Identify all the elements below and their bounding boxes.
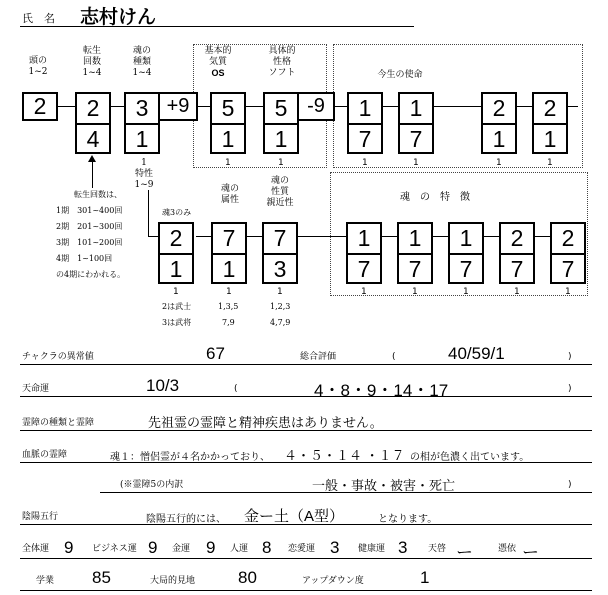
basic-top: 5 — [221, 95, 235, 121]
mission-box-1: 1 7 — [347, 92, 383, 154]
basic-label: 基本的 気質 OS — [204, 46, 232, 78]
reincarnation-arrow — [92, 160, 93, 188]
overall-label: 総合評価 — [300, 352, 337, 362]
mission-label: 今生の使命 — [377, 70, 423, 80]
fortune-label: 健康運 — [358, 544, 386, 554]
row-underline — [20, 524, 592, 525]
fortune-label: 恋愛運 — [288, 544, 316, 554]
chakra-label: チャクラの異常値 — [22, 352, 94, 362]
fortune-value: 3 — [398, 538, 408, 557]
name-label: 氏 名 — [22, 12, 55, 25]
fortune-value: 9 — [148, 538, 158, 557]
inyo-value: 金ー土（A型） — [244, 508, 345, 525]
study-label: 学業 — [36, 576, 55, 586]
attribute-box: 7 1 — [211, 222, 247, 284]
tenmei-numbers: 4・8・9・14・17 — [314, 381, 449, 400]
below-value: 1 — [413, 158, 419, 168]
attr-values-2: 7,9 — [222, 318, 235, 327]
blood-text-c: の相が色濃く出ています。 — [410, 452, 530, 463]
below-value: 1 — [496, 158, 502, 168]
row-underline — [20, 396, 592, 397]
below-value: 1 — [225, 158, 231, 168]
fortune-label: 金運 — [172, 544, 191, 554]
basic-box — [210, 92, 246, 154]
updown-value: 1 — [420, 568, 430, 587]
plus-box: +9 — [158, 92, 198, 121]
feature-box-5: 2 7 — [550, 222, 586, 284]
fortune-label: 天啓 — [428, 544, 447, 554]
below-value: 1 — [362, 158, 368, 168]
name-underline — [20, 26, 414, 27]
warrior-note: 2は武士 — [162, 302, 192, 311]
below-value: 1 — [514, 287, 520, 297]
affinity-box: 7 3 — [262, 222, 298, 284]
row-underline — [20, 590, 592, 591]
below-value: 1 — [463, 287, 469, 297]
reishou-value: 先祖霊の霊障と精神疾患はありません。 — [148, 415, 383, 430]
row-underline — [20, 430, 592, 431]
fortune-value: 3 — [330, 538, 340, 557]
row-underline — [100, 492, 592, 493]
arrow-head — [88, 155, 96, 162]
below-value: 1 — [226, 287, 232, 297]
blood-text-b: ４・５・１４ ・１７ — [284, 448, 405, 463]
overall-open: ( — [392, 352, 396, 362]
soul-type-box — [124, 92, 160, 154]
perspective-value: 80 — [238, 568, 257, 587]
concrete-label: 具体的 性格 ソフト — [268, 46, 296, 78]
reincarnation-top: 2 — [86, 95, 100, 121]
concrete-bottom: 1 — [274, 126, 288, 152]
inyo-label: 陰陽五行 — [22, 512, 59, 522]
tenmei-value: 10/3 — [146, 376, 180, 395]
trait-connector — [148, 190, 149, 236]
below-value: 1 — [412, 287, 418, 297]
below-value: 1 — [277, 287, 283, 297]
feature-box-4: 2 7 — [499, 222, 535, 284]
row-underline — [20, 364, 592, 365]
tenmei-label: 天命運 — [22, 384, 50, 394]
trait-box: 2 1 — [158, 222, 194, 284]
perspective-label: 大局的見地 — [150, 576, 196, 586]
fortune-value: 9 — [206, 538, 216, 557]
blood-text-a: 魂１：憎侶霊が４名かかっており、 — [110, 452, 270, 463]
reincarnation-bottom: 4 — [86, 126, 100, 152]
concrete-top: 5 — [274, 95, 288, 121]
inyo-suffix: となります。 — [378, 514, 438, 525]
breakdown-value: 一般・事故・被害・死亡 — [312, 478, 456, 493]
fortune-value: ー — [456, 543, 473, 562]
feature-box-1: 1 7 — [346, 222, 382, 284]
fortune-value: 8 — [262, 538, 272, 557]
mission-box-2: 1 7 — [398, 92, 434, 154]
aff-values-2: 4,7,9 — [270, 318, 291, 327]
attr-values-1: 1,3,5 — [218, 302, 239, 311]
head-box: 2 — [22, 92, 58, 121]
fortune-label: 憑依 — [498, 544, 517, 554]
concrete-box — [263, 92, 299, 154]
inyo-prefix: 陰陽五行的には、 — [146, 514, 226, 525]
reincarnation-label: 転生 回数 1~4 — [82, 46, 102, 78]
affinity-label: 魂の 性質 親近性 — [266, 176, 294, 208]
name-value: 志村けん — [80, 6, 157, 28]
fortunes-row — [22, 538, 592, 562]
feature-box-3: 1 7 — [448, 222, 484, 284]
reincarnation-note: 転生回数は、 1期 301~400回 2期 201~300回 3期 101~200回 4期 1~100回 の4期にわかれる。 — [56, 190, 126, 279]
features-label: 魂 の 特 徴 — [400, 192, 470, 203]
mission-box-3: 2 1 — [481, 92, 517, 154]
below-value: 1 — [361, 287, 367, 297]
overall-value: 40/59/1 — [448, 344, 505, 363]
mission-box-4: 2 1 — [532, 92, 568, 154]
overall-close: ) — [568, 352, 572, 362]
tenmei-open: ( — [234, 384, 238, 394]
aff-values-1: 1,2,3 — [270, 302, 291, 311]
soul-type-top: 3 — [135, 95, 149, 121]
minus-box: -9 — [297, 92, 335, 121]
soul-type-bottom: 1 — [135, 126, 149, 152]
attribute-label: 魂の 属性 — [220, 184, 239, 205]
basic-bottom: 1 — [221, 126, 235, 152]
fortune-label: 全体運 — [22, 544, 50, 554]
blood-label: 血脈の霊障 — [22, 450, 68, 460]
below-value: 1 — [565, 287, 571, 297]
updown-label: アップダウン度 — [302, 576, 364, 586]
fortune-label: ビジネス運 — [92, 544, 137, 554]
below-value: 1 — [278, 158, 284, 168]
below-value: 1 — [173, 287, 179, 297]
row-underline — [20, 558, 592, 559]
study-value: 85 — [92, 568, 111, 587]
row-underline — [20, 462, 592, 463]
breakdown-label: (※霊障5の内訳 — [120, 480, 184, 490]
head-label: 頭の 1~2 — [28, 56, 48, 77]
reincarnation-box — [75, 92, 111, 154]
fortune-value: 9 — [64, 538, 74, 557]
soul3-label: 魂3のみ — [162, 208, 192, 217]
tenmei-close: ) — [568, 384, 572, 394]
fortune-value: ー — [522, 543, 539, 562]
below-value: 1 — [547, 158, 553, 168]
monk-note: 3は武将 — [162, 318, 192, 327]
feature-box-2: 1 7 — [397, 222, 433, 284]
reishou-label: 霊障の種類と霊障 — [22, 418, 95, 428]
chakra-value: 67 — [206, 344, 225, 363]
soul-type-label: 魂の 種類 1~4 — [132, 46, 152, 78]
breakdown-close: ) — [568, 480, 572, 490]
fortune-label: 人運 — [230, 544, 249, 554]
trait-label: 1 特性 1~9 — [134, 158, 154, 190]
